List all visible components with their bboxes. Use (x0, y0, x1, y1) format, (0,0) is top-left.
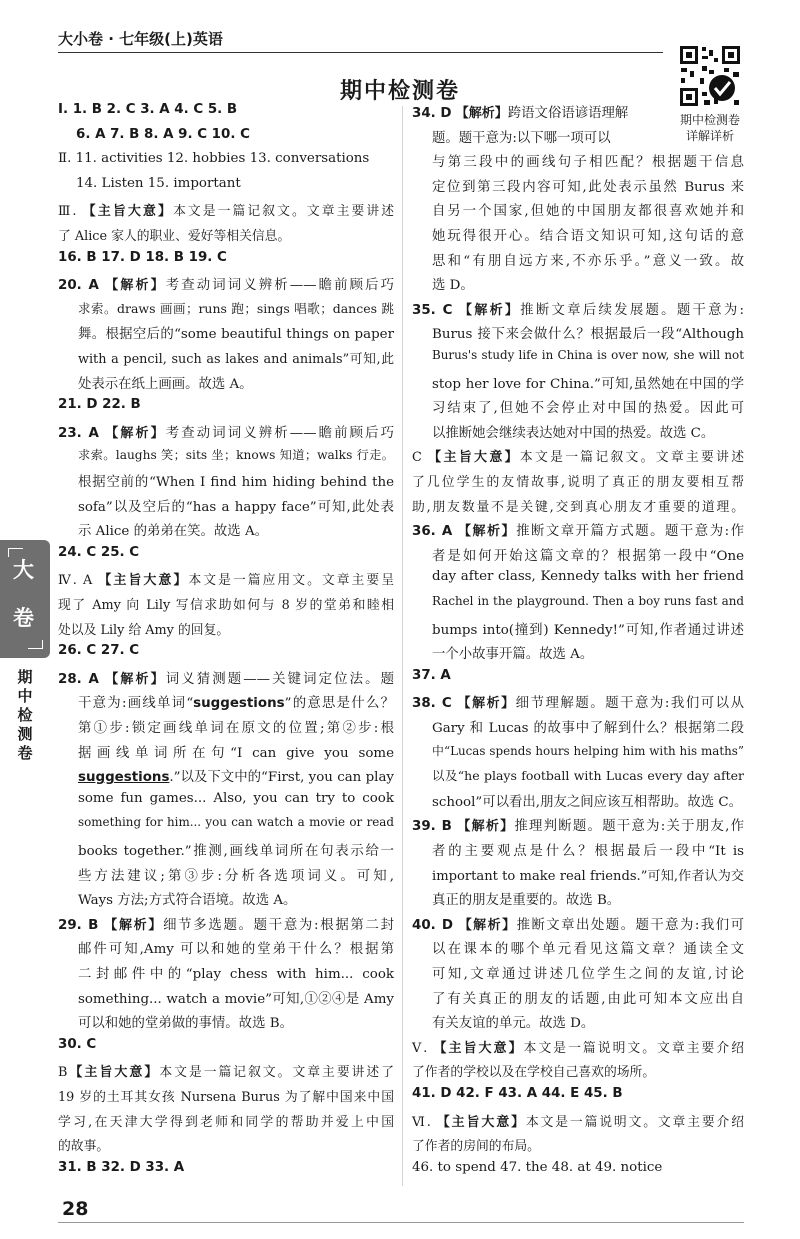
answer-line: 选 D。 (432, 278, 474, 294)
answer-line: 39. B 【解析】推理判断题。题干意为:关于朋友,作 (412, 819, 744, 835)
qr-label: 期中检测卷 详解详析 (679, 113, 740, 143)
answer-line: 28. A 【解析】词义猜测题——关键词定位法。题 (58, 671, 394, 687)
answer-line: 者是如何开始这篇文章的？根据第一段中“One (432, 548, 744, 564)
answer-line: 37. A (412, 667, 451, 683)
qr-code-icon[interactable] (678, 44, 742, 108)
answer-line: 了作者的学校以及在学校自己喜欢的场所。 (412, 1065, 656, 1081)
answer-line: 示 Alice 的弟弟在笑。故选 A。 (78, 524, 269, 540)
answer-line: 处以及 Lily 给 Amy 的回复。 (58, 622, 230, 638)
answer-line: with a pencil, such as lakes and animals”可知,此 (78, 352, 394, 367)
answer-line: 以在课本的哪个单元看见这篇文章？通读全文 (432, 942, 744, 958)
answer-line: Ⅲ. 【主旨大意】本文是一篇记叙文。文章主要讲述 (58, 204, 394, 220)
answer-line: school”可以看出,朋友之间应该互相帮助。故选 C。 (432, 794, 743, 810)
answer-line: something for him... you can watch a movie or read (78, 815, 394, 830)
answer-line: 26. C 27. C (58, 643, 140, 659)
answer-line: Ⅰ. 1. B 2. C 3. A 4. C 5. B (58, 102, 238, 117)
answer-line: 求索。draws 画画；runs 跑；sings 唱歌；dances 跳 (78, 300, 394, 316)
answer-line: some fun games... Also, you can try to cook (78, 790, 394, 806)
answer-line: 38. C 【解析】细节理解题。题干意为:我们可以从 (412, 696, 744, 712)
answer-line: 第①步:锁定画线单词在原文的位置;第②步:根 (78, 721, 394, 736)
answer-line: stop her love for China.”可知,虽然她在中国的学 (432, 376, 744, 392)
answer-line: 19 岁的土耳其女孩 Nursena Burus 为了解中国来中国 (58, 1090, 394, 1105)
answer-line: Burus 接下来会做什么？根据最后一段“Although (432, 327, 744, 343)
answer-line: 现了 Amy 向 Lily 写信求助如何与 8 岁的堂弟和睦相 (58, 598, 394, 613)
header-rule (58, 52, 663, 53)
footer-rule (58, 1222, 744, 1223)
answer-line: suggestions.”以及下文中的“First, you can play (78, 770, 394, 786)
answer-line: Ⅳ. A 【主旨大意】本文是一篇应用文。文章主要呈 (58, 573, 394, 589)
badge-char: 卷 (13, 606, 34, 630)
answer-line: 处表示在纸上画画。故选 A。 (78, 376, 253, 392)
answer-line: 与第三段中的画线句子相匹配？根据题干信息 (432, 155, 744, 171)
answer-line: B【主旨大意】本文是一篇记叙文。文章主要讲述了 (58, 1065, 394, 1081)
answer-line: 邮件可知,Amy 可以和她的堂弟干什么？根据第 (78, 942, 394, 958)
answer-line: Ⅴ. 【主旨大意】本文是一篇说明文。文章主要介绍 (412, 1040, 744, 1056)
answer-line: Gary 和 Lucas 的故事中了解到什么？根据第二段 (432, 721, 744, 736)
answer-line: 6. A 7. B 8. A 9. C 10. C (76, 126, 250, 142)
answer-line: 自另一个国家,但她的中国朋友都很喜欢她并和 (432, 204, 744, 220)
answer-line: 以推断她会继续表达她对中国的热爱。故选 C。 (432, 425, 715, 441)
answer-line: 据画线单词所在句“I can give you some (78, 745, 394, 761)
answer-line: 二封邮件中的“play chess with him... cook (78, 967, 394, 982)
page-number: 28 (62, 1198, 89, 1220)
answer-line: 可知,文章通过讲述几位学生之间的友谊,讨论 (432, 967, 744, 982)
answer-line: 真正的朋友是重要的。故选 B。 (432, 893, 621, 909)
answer-line: sofa”以及空后的“has a happy face”可知,此处表 (78, 499, 394, 515)
corner-bracket (28, 640, 43, 649)
badge-char: 大 (13, 558, 34, 582)
answer-line: 学习,在天津大学得到老师和同学的帮助并爱上中国 (58, 1114, 394, 1130)
answer-line: 16. B 17. D 18. B 19. C (58, 249, 227, 265)
answer-line: books together.”推测,画线单词所在句表示给一 (78, 844, 394, 859)
answer-line: 23. A 【解析】考查动词词义辨析——瞻前顾后巧 (58, 425, 394, 441)
book-header: 大小卷 · 七年级(上)英语 (58, 30, 223, 48)
answer-line: 35. C 【解析】推断文章后续发展题。题干意为: (412, 302, 744, 318)
answer-line: Ⅵ. 【主旨大意】本文是一篇说明文。文章主要介绍 (412, 1114, 744, 1130)
answer-line: 她玩得很开心。结合语文知识可知,这句话的意 (432, 229, 744, 244)
answer-line: 定位到第三段内容可知,此处表示虽然 Burus 来 (432, 179, 744, 195)
side-label: 期 中 检 测 卷 (17, 668, 33, 762)
answer-line: 以及“he plays football with Lucas every day after (432, 768, 744, 784)
answer-line: 41. D 42. F 43. A 44. E 45. B (412, 1086, 623, 1101)
answer-line: C 【主旨大意】本文是一篇记叙文。文章主要讲述 (412, 450, 744, 466)
answer-line: 46. to spend 47. the 48. at 49. notice (412, 1159, 663, 1175)
answer-line: 了有关真正的朋友的话题,由此可知本文应出自 (432, 991, 744, 1007)
answer-line: Rachel in the playground. Then a boy runs fast and (432, 594, 744, 608)
answer-line: 14. Listen 15. important (76, 175, 241, 191)
answer-line: Ⅱ. 11. activities 12. hobbies 13. conversations (58, 151, 370, 167)
answer-line: Burus's study life in China is over now, she will not (432, 348, 744, 362)
answer-line: 舞。根据空后的“some beautiful things on paper (78, 327, 394, 343)
answer-line: 30. C (58, 1036, 97, 1052)
answer-line: 的故事。 (58, 1139, 110, 1155)
answer-line: 者的主要观点是什么？根据最后一段中“It is (432, 844, 744, 859)
answer-line: 有关友谊的单元。故选 D。 (432, 1016, 595, 1032)
answer-line: 29. B 【解析】细节多选题。题干意为:根据第二封 (58, 917, 394, 933)
answer-line: 求索。laughs 笑；sits 坐；knows 知道；walks 行走。 (78, 448, 394, 463)
answer-line: day after class, Kennedy talks with her friend (432, 569, 744, 585)
answer-line: 中“Lucas spends hours helping him with his maths” (432, 743, 744, 758)
answer-line: 31. B 32. D 33. A (58, 1159, 185, 1175)
side-tab-badge (0, 540, 50, 658)
answer-line: 题。题干意为:以下哪一项可以 (432, 130, 611, 146)
column-divider (402, 106, 403, 1186)
answer-line: 干意为:画线单词“suggestions”的意思是什么？ (78, 696, 394, 712)
answer-line: 思和“有朋自远方来,不亦乐乎。”意义一致。故 (432, 253, 744, 269)
answer-line: 34. D 【解析】跨语文俗语谚语理解 (412, 106, 629, 121)
answer-line: 一个小故事开篇。故选 A。 (432, 647, 594, 663)
answer-line: 习结束了,但她不会停止对中国的热爱。因此可 (432, 401, 744, 417)
answer-line: 了作者的房间的布局。 (412, 1139, 540, 1155)
answer-line: 20. A 【解析】考查动词词义辨析——瞻前顾后巧 (58, 278, 394, 294)
answer-line: 40. D 【解析】推断文章出处题。题干意为:我们可 (412, 917, 744, 933)
answer-line: 21. D 22. B (58, 397, 141, 413)
answer-line: 24. C 25. C (58, 544, 140, 560)
answer-line: something... watch a movie”可知,①②④是 Amy (78, 991, 394, 1007)
answer-line: bumps into(撞到) Kennedy!”可知,作者通过讲述 (432, 622, 744, 638)
answer-line: 根据空前的“When I find him hiding behind the (78, 475, 394, 490)
page-title: 期中检测卷 (339, 79, 460, 104)
answer-line: 了几位学生的友情故事,说明了真正的朋友要相互帮 (412, 475, 744, 490)
answer-line: 了 Alice 家人的职业、爱好等相关信息。 (58, 229, 291, 244)
answer-line: 些方法建议;第③步:分析各选项词义。可知, (78, 868, 394, 884)
answer-line: Ways 方法;方式符合语境。故选 A。 (78, 893, 297, 909)
answer-line: important to make real friends.”可知,作者认为交 (432, 868, 744, 884)
answer-line: 36. A 【解析】推断文章开篇方式题。题干意为:作 (412, 524, 744, 540)
answer-line: 助,朋友数量不是关键,交到真心朋友才重要的道理。 (412, 499, 744, 515)
answer-line: 可以和她的堂弟做的事情。故选 B。 (78, 1016, 293, 1032)
